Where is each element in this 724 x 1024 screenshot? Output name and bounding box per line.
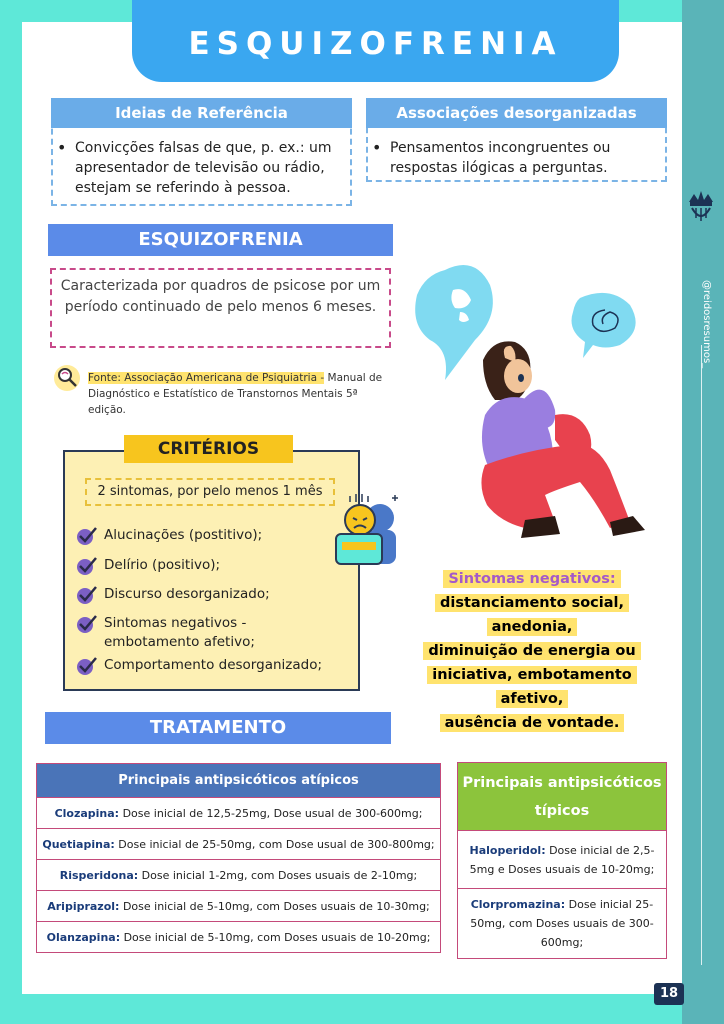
drug-name: Haloperidol: [469, 843, 546, 857]
negative-symptoms-line: diminuição de energia ou [423, 642, 640, 660]
drug-dose: Dose inicial de 5-10mg, com Doses usuais de 10-30mg; [119, 899, 430, 913]
table-header: Principais antipsicóticos típicos [458, 763, 667, 831]
card-heading: Associações desorganizadas [366, 98, 667, 128]
criteria-text: Delírio (positivo); [104, 557, 221, 573]
drug-name: Clorpromazina: [470, 898, 566, 911]
drug-name: Clozapina: [54, 806, 120, 820]
drug-dose: Dose inicial de 5-10mg, com Doses usuais de 10-20mg; [120, 930, 431, 944]
criteria-subtitle: 2 sintomas, por pelo menos 1 mês [85, 478, 335, 506]
social-handle: @reidosresumos_ [701, 280, 712, 369]
side-divider [701, 345, 702, 965]
negative-symptoms-line: distanciamento social, anedonia, [435, 594, 629, 636]
table-row [37, 922, 441, 953]
section-esquizofrenia: ESQUIZOFRENIA [48, 224, 393, 256]
check-icon [76, 585, 98, 605]
check-icon [76, 556, 98, 576]
table-header: Principais antipsicóticos atípicos [37, 764, 441, 798]
drug-name: Olanzapina: [46, 930, 121, 944]
source-highlight: Fonte: Associação Americana de Psiquiatria - [88, 372, 325, 384]
criteria-text: Discurso desorganizado; [104, 586, 270, 602]
card-ideias-referencia [51, 98, 352, 206]
definition-box: Caracterizada por quadros de psicose por um período continuado de pelo menos 6 meses. [50, 268, 391, 348]
negative-symptoms-line: iniciativa, embotamento afetivo, [427, 666, 636, 708]
card-text: • Pensamentos incongruentes ou respostas ilógicas a perguntas. [390, 138, 655, 178]
table-row [458, 831, 667, 889]
anxious-woman-illustration [405, 250, 670, 550]
section-tratamento: TRATAMENTO [45, 712, 391, 744]
check-icon [76, 614, 98, 634]
table-row [37, 860, 441, 891]
drug-dose: Dose inicial de 25-50mg, com Dose usual de 300-800mg; [114, 837, 435, 851]
criteria-item [76, 526, 262, 546]
criteria-text: Comportamento desorganizado; [104, 657, 323, 673]
criteria-item [76, 656, 322, 676]
atypical-antipsychotics-table [36, 763, 441, 953]
sad-person-icon [328, 488, 403, 570]
criteria-text: Alucinações (postitivo); [104, 527, 263, 543]
drug-dose: Dose inicial 1-2mg, com Doses usuais de 2-10mg; [138, 868, 418, 882]
criteria-item [76, 614, 266, 652]
card-text: • Convicções falsas de que, p. ex.: um apresentador de televisão ou rádio, estejam se referindo à pessoa. [75, 138, 340, 198]
page-title: ESQUIZOFRENIA [132, 0, 619, 82]
table-row [37, 891, 441, 922]
drug-dose: Dose inicial de 12,5-25mg, Dose usual de 300-600mg; [119, 806, 423, 820]
negative-symptoms-line: ausência de vontade. [440, 714, 625, 732]
side-strip [682, 0, 724, 1024]
crown-logo-icon [686, 188, 716, 228]
negative-symptoms [398, 567, 666, 735]
magnifier-icon [52, 363, 82, 393]
criteria-item [76, 556, 220, 576]
criteria-text: Sintomas negativos - embotamento afetivo; [104, 615, 255, 650]
table-row [37, 829, 441, 860]
criteria-tag: CRITÉRIOS [124, 435, 293, 463]
table-row [37, 798, 441, 829]
check-icon [76, 526, 98, 546]
drug-name: Quetiapina: [42, 837, 115, 851]
typical-antipsychotics-table [457, 762, 667, 959]
drug-dose: Dose inicial 25-50mg, com Doses usuais de 300-600mg; [470, 898, 654, 949]
criteria-item [76, 585, 270, 605]
source-rest: Manual de Diagnóstico e Estatístico de Transtornos Mentais 5ª edição. [88, 372, 383, 416]
drug-name: Risperidona: [59, 868, 139, 882]
table-row [458, 889, 667, 959]
card-heading: Ideias de Referência [51, 98, 352, 128]
check-icon [76, 656, 98, 676]
drug-name: Aripiprazol: [47, 899, 120, 913]
card-associacoes [366, 98, 667, 182]
drug-dose: Dose inicial de 2,5-5mg e Doses usuais de 10-20mg; [469, 843, 655, 876]
negative-symptoms-title: Sintomas negativos: [443, 570, 620, 588]
page-number: 18 [654, 983, 684, 1005]
source-citation [88, 370, 393, 418]
